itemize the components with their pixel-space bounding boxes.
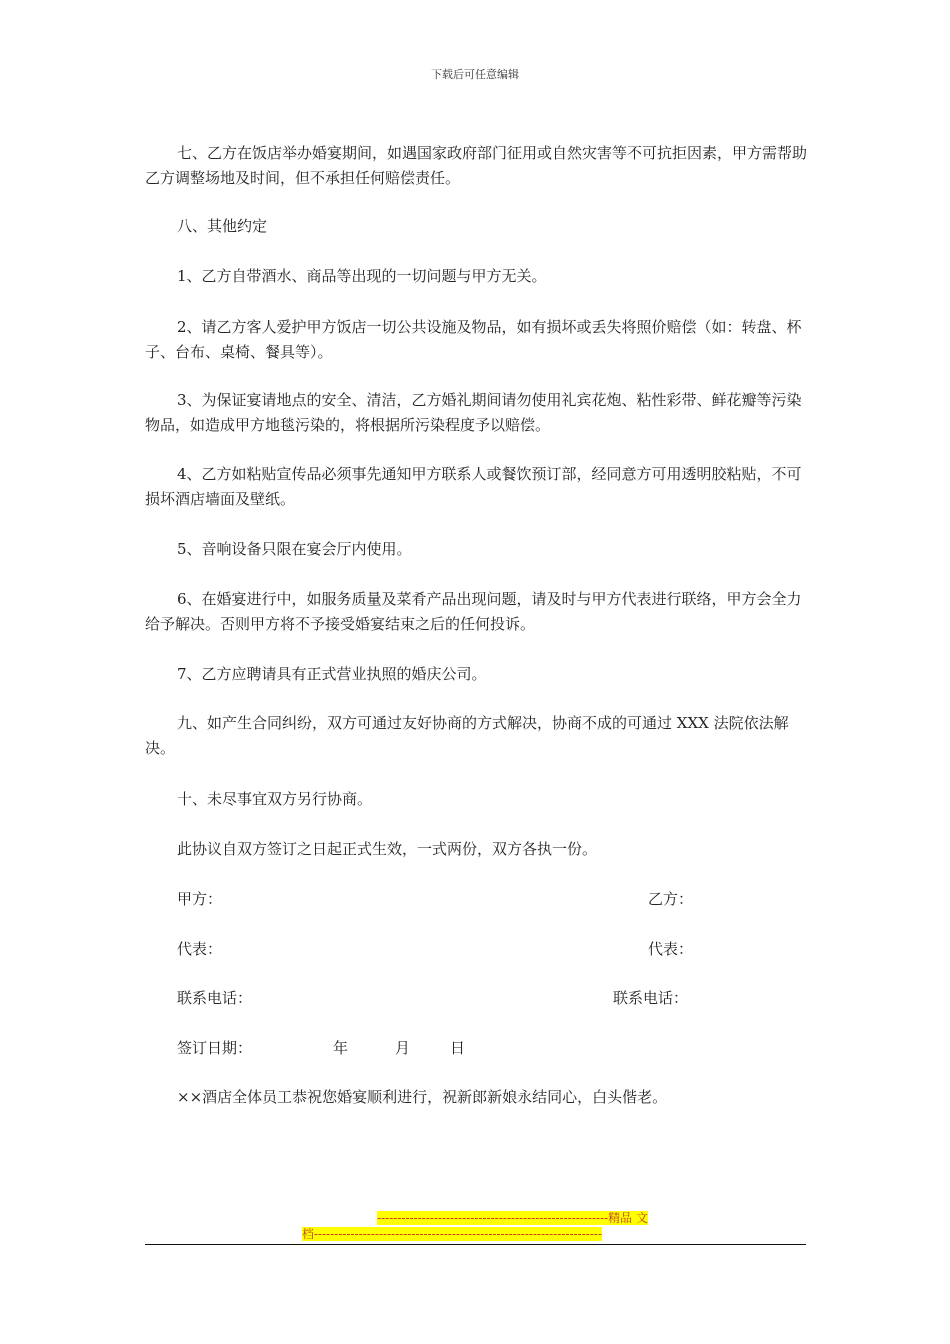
footer-divider [145,1244,806,1245]
clause-8-heading: 八、其他约定 [177,217,268,235]
clause-8-item-2: 2、请乙方客人爱护甲方饭店一切公共设施及物品，如有损坏或丢失将照价赔偿（如：转盘、杯子、台布、桌椅、餐具等）。 [145,318,802,361]
phone-b-label: 联系电话： [613,989,689,1007]
clause-7: 七、乙方在饭店举办婚宴期间，如遇国家政府部门征用或自然灾害等不可抗拒因素，甲方需帮助乙方调整场地及时间，但不承担任何赔偿责任。 [145,144,808,187]
clause-8-item-5: 5、音响设备只限在宴会厅内使用。 [177,540,412,558]
clause-9: 九、如产生合同纠纷，双方可通过友好协商的方式解决，协商不成的可通过 XXX 法院依法解决。 [145,714,789,757]
date-year: 年 [333,1039,349,1057]
closing-blessing: ××酒店全体员工恭祝您婚宴顺利进行，祝新郎新娘永结同心，白头偕老。 [177,1088,668,1106]
footer-line-1: ---------------------------------------------------------精品 文 [377,1211,648,1225]
clause-10: 十、未尽事宜双方另行协商。 [177,790,373,808]
clause-8-item-7: 7、乙方应聘请具有正式营业执照的婚庆公司。 [177,665,487,683]
rep-b-label: 代表： [648,940,694,958]
effective-statement: 此协议自双方签订之日起正式生效，一式两份，双方各执一份。 [177,840,598,858]
party-a-label: 甲方： [177,890,223,908]
date-month: 月 [395,1039,411,1057]
party-b-label: 乙方： [648,890,694,908]
clause-8-item-1: 1、乙方自带酒水、商品等出现的一切问题与甲方无关。 [177,267,547,285]
signature-date-row [145,1036,813,1061]
date-label: 签订日期： [177,1039,253,1057]
date-day: 日 [450,1039,466,1057]
signature-party-row [145,887,813,912]
footer-line-2: 档----------------------------------------------------------------------- [302,1227,602,1241]
clause-8-item-4: 4、乙方如粘贴宣传品必须事先通知甲方联系人或餐饮预订部，经同意方可用透明胶粘贴，不可损坏酒店墙面及壁纸。 [145,465,802,508]
phone-a-label: 联系电话： [177,989,253,1007]
clause-8-item-3: 3、为保证宴请地点的安全、清洁，乙方婚礼期间请勿使用礼宾花炮、粘性彩带、鲜花瓣等污染物品，如造成甲方地毯污染的，将根据所污染程度予以赔偿。 [145,391,802,434]
rep-a-label: 代表： [177,940,223,958]
footer-watermark [302,1210,648,1242]
signature-rep-row [145,937,813,962]
signature-phone-row [145,986,813,1011]
page-header-note: 下载后可任意编辑 [431,68,519,81]
clause-8-item-6: 6、在婚宴进行中，如服务质量及菜肴产品出现问题，请及时与甲方代表进行联络，甲方会全力给予解决。否则甲方将不予接受婚宴结束之后的任何投诉。 [145,590,802,633]
